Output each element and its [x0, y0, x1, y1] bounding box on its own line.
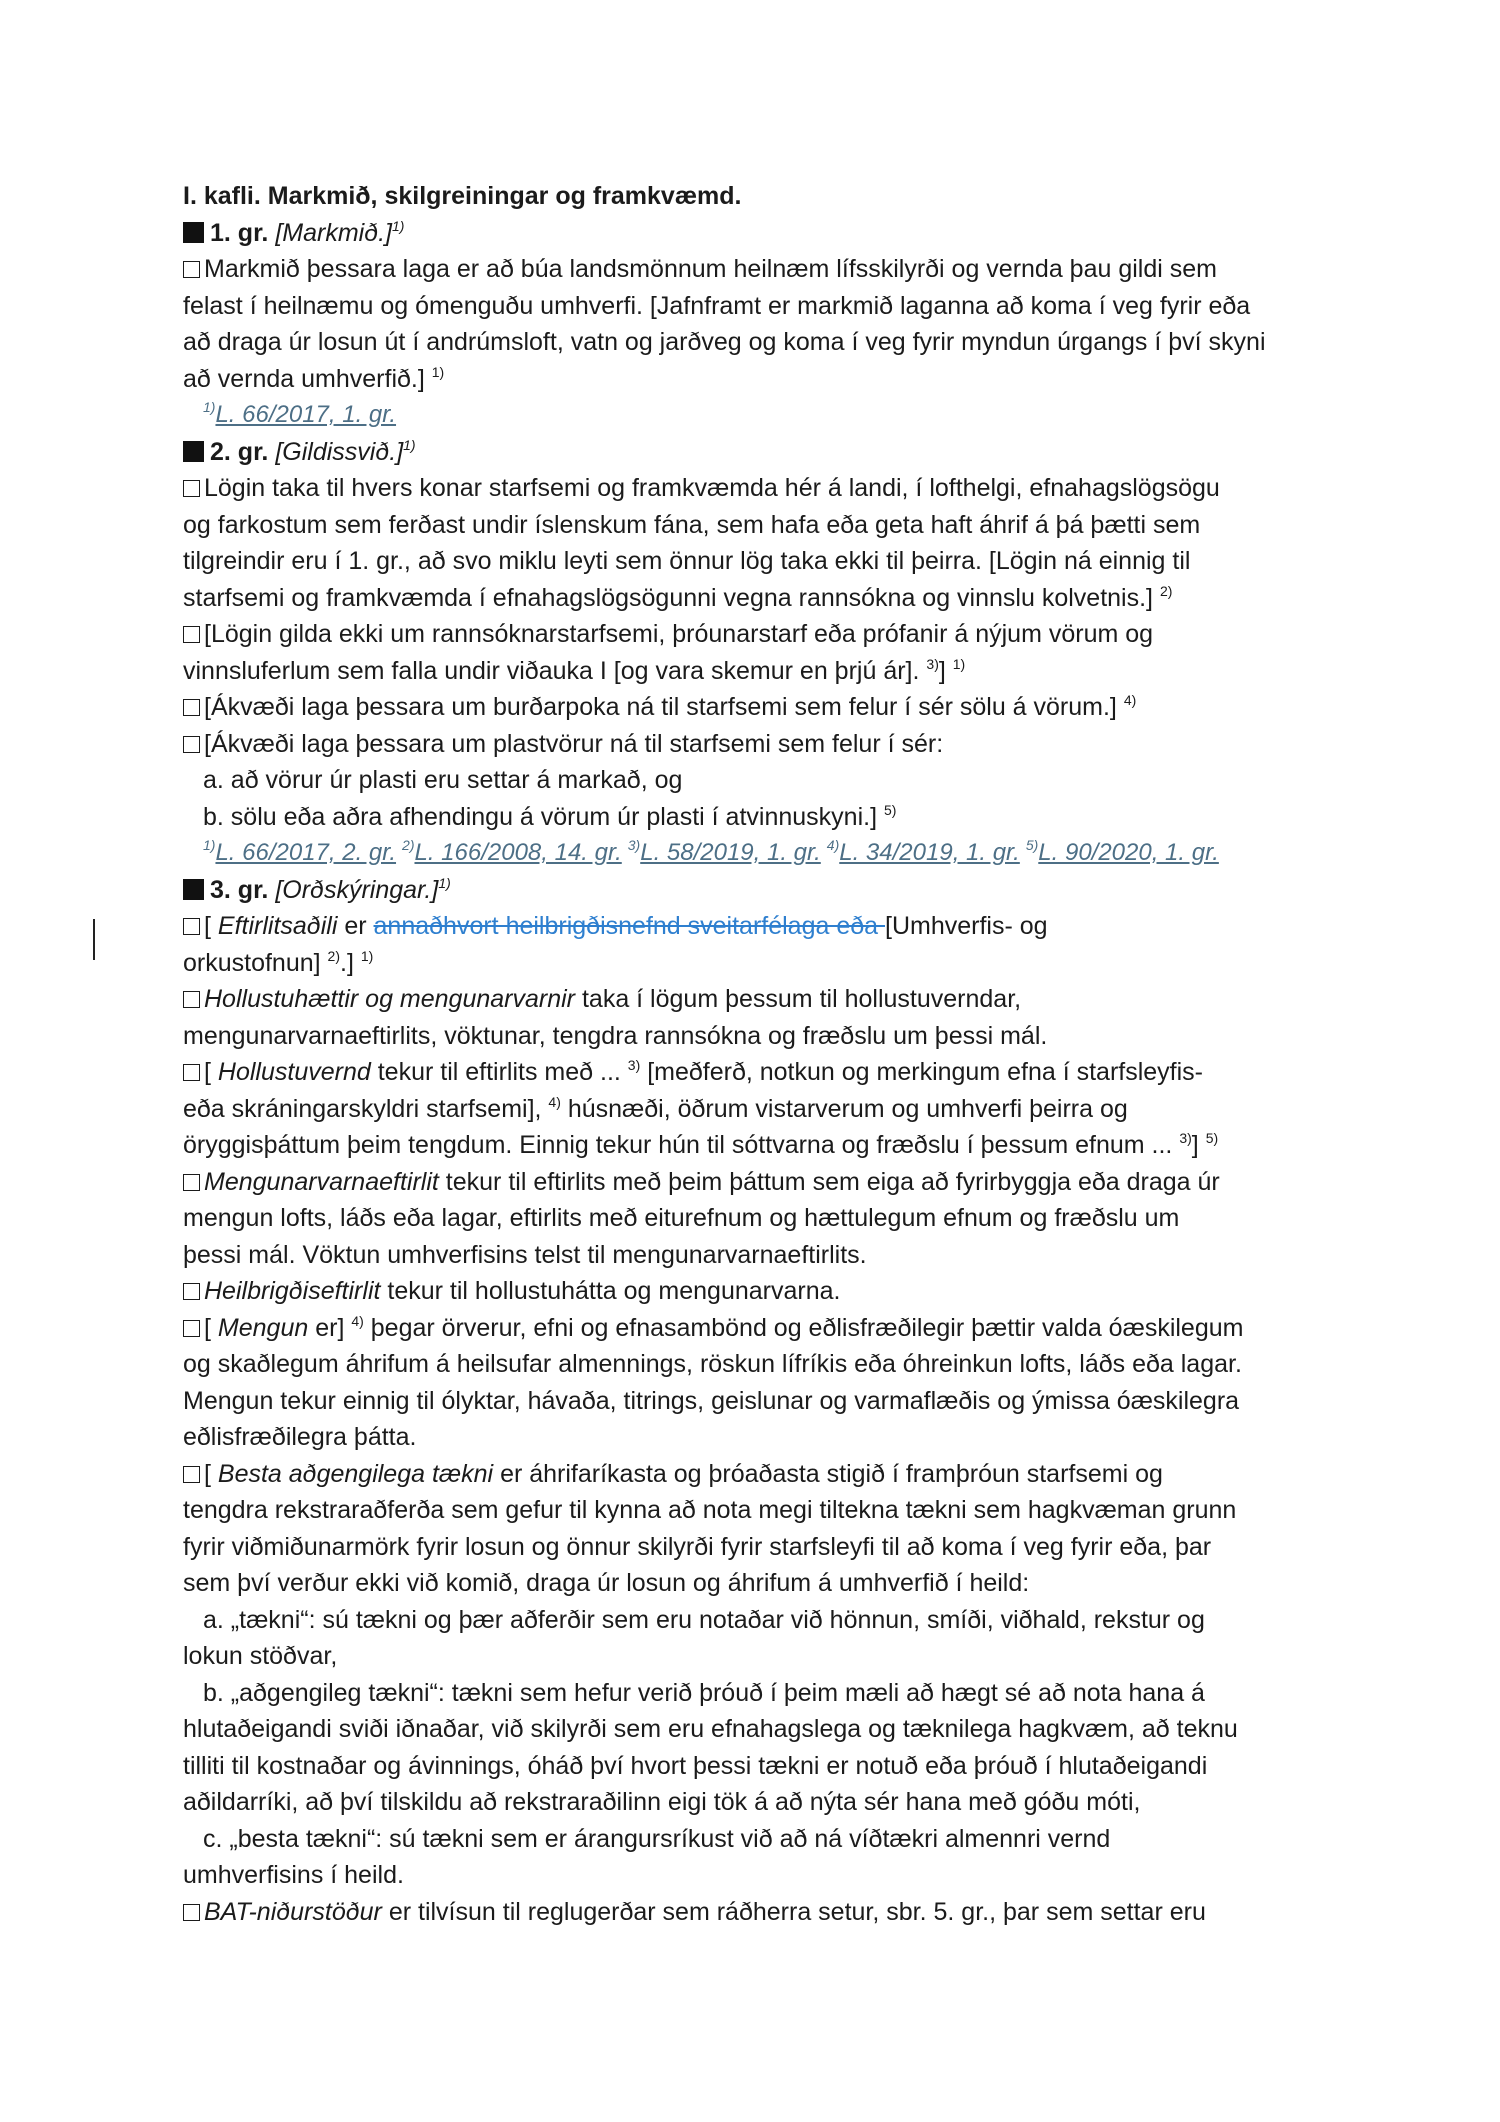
- defined-term: Mengunarvarnaeftirlit: [204, 1167, 439, 1196]
- line-text: Markmið þessara laga er að búa landsmönnum heilnæm lífsskilyrði og vernda þau gildi sem: [204, 255, 1217, 283]
- defined-term: Hollustuhættir og mengunarvarnir: [204, 985, 576, 1013]
- paragraph-line: og farkostum sem ferðast undir íslenskum fána, sem hafa eða geta haft áhrif á þá þætti sem: [183, 510, 1201, 539]
- paragraph-marker: [183, 1904, 200, 1921]
- definition-line: [183, 1894, 1333, 1931]
- paragraph-marker: [183, 736, 200, 753]
- article-3-heading: [183, 872, 1333, 909]
- line-text: þegar örverur, efni og efnasambönd og eðlisfræðilegir þættir valda óæskilegum: [370, 1313, 1244, 1342]
- paragraph-marker: [183, 991, 200, 1008]
- bracket: ]: [938, 656, 946, 685]
- paragraph-marker: [183, 1466, 200, 1483]
- article-title: [Markmið.]: [275, 218, 393, 247]
- footnote-marker: 1): [438, 874, 451, 891]
- list-item: a. „tækni“: sú tækni og þær aðferðir sem eru notaðar við hönnun, smíði, viðhald, rekstur og: [203, 1605, 1205, 1634]
- footnote-marker: 4): [548, 1093, 561, 1110]
- line-text: að vernda umhverfið.]: [183, 364, 425, 393]
- definition-line: tengdra rekstraraðferða sem gefur til kynna að nota megi tiltekna tækni sem hagkvæman grunn: [183, 1496, 1237, 1524]
- amendment-references: [183, 397, 1333, 434]
- footnote-marker: 1): [203, 837, 216, 853]
- paragraph-line: [183, 616, 1333, 653]
- line-text: húsnæði, öðrum vistarverum og umhverfi þeirra og: [567, 1094, 1128, 1123]
- definition-line: mengunarvarnaeftirlits, vöktunar, tengdra rannsókna og fræðslu um þessi mál.: [183, 1021, 1048, 1050]
- footnote-marker: 1): [392, 217, 405, 234]
- footnote-marker: 1): [952, 655, 966, 672]
- line-text: [Lögin gilda ekki um rannsóknarstarfsemi, þróunarstarf eða prófanir á nýjum vörum og: [204, 620, 1154, 648]
- line-text: vinnsluferlum sem falla undir viðauka I [og vara skemur en þrjú ár].: [183, 656, 920, 685]
- amendment-references: [183, 835, 1333, 872]
- footnote-marker: 1): [431, 363, 445, 380]
- line-text: [Ákvæði laga þessara um plastvörur ná til starfsemi sem felur í sér:: [204, 729, 944, 758]
- definition-line: [183, 945, 1333, 982]
- article-2-heading: [183, 434, 1333, 471]
- footnote-marker: 2): [1159, 582, 1173, 599]
- paragraph-line: [183, 580, 1333, 617]
- amendment-link[interactable]: L. 66/2017, 2. gr.: [215, 839, 397, 866]
- article-number: 3. gr.: [210, 875, 269, 904]
- list-item-continuation: hlutaðeigandi sviði iðnaðar, við skilyrði sem eru efnahagslega og tæknilega hagkvæm, að teknu: [183, 1715, 1238, 1743]
- line-text: er]: [315, 1313, 345, 1342]
- definition-line: Mengun tekur einnig til ólyktar, hávaða, titrings, geislunar og varmaflæðis og ýmissa óæskilegra: [183, 1386, 1240, 1415]
- bracket: .]: [340, 948, 354, 977]
- line-text: er áhrifaríkasta og þróaðasta stigið í framþróun starfsemi og: [500, 1459, 1163, 1488]
- line-text: [meðferð, notkun og merkingum efna í starfsleyfis-: [647, 1058, 1204, 1086]
- line-text: b. sölu eða aðra afhendingu á vörum úr plasti í atvinnuskyni.]: [203, 802, 878, 831]
- paragraph-marker: [183, 480, 200, 497]
- line-text: Lögin taka til hvers konar starfsemi og framkvæmda hér á landi, í lofthelgi, efnahagslögsögu: [204, 474, 1220, 502]
- definition-line: [183, 908, 1333, 945]
- paragraph-line: [183, 689, 1333, 726]
- tracked-deletion: annaðhvort heilbrigðisnefnd sveitarfélaga eða: [373, 912, 885, 940]
- document-page: [183, 178, 1333, 1930]
- paragraph-marker: [183, 1283, 200, 1300]
- definition-line: sem því verður ekki við komið, draga úr losun og áhrifum á umhverfið í heild:: [183, 1569, 1030, 1597]
- amendment-link[interactable]: L. 58/2019, 1. gr.: [640, 839, 821, 866]
- paragraph-line: [183, 361, 1333, 398]
- list-item: b. „aðgengileg tækni“: tækni sem hefur verið þróuð í þeim mæli að hægt sé að nota hana á: [203, 1678, 1205, 1707]
- amendment-link[interactable]: L. 34/2019, 1. gr.: [839, 839, 1020, 866]
- paragraph-marker: [183, 626, 200, 643]
- line-text: tekur til hollustuhátta og mengunarvarna.: [387, 1277, 841, 1305]
- bracket: [: [204, 1313, 211, 1342]
- line-text: er tilvísun til reglugerðar sem ráðherra setur, sbr. 5. gr., þar sem settar eru: [388, 1897, 1206, 1926]
- definition-line: [183, 1091, 1333, 1128]
- paragraph-marker: [183, 918, 200, 935]
- paragraph-line: [183, 470, 1333, 507]
- footnote-marker: 5): [883, 801, 897, 818]
- filled-square-marker: [183, 441, 204, 462]
- footnote-marker: 5): [1205, 1130, 1219, 1146]
- footnote-marker: 3): [627, 1057, 641, 1073]
- line-text: eða skráningarskyldri starfsemi],: [183, 1094, 542, 1123]
- list-item: [183, 799, 1333, 836]
- line-text: öryggisþáttum þeim tengdum. Einnig tekur hún til sóttvarna og fræðslu í þessum efnum ...: [183, 1131, 1173, 1159]
- definition-line: fyrir viðmiðunarmörk fyrir losun og önnur skilyrði fyrir starfsleyfi til að koma í veg fyrir eða, þar: [183, 1532, 1212, 1561]
- footnote-marker: 3): [926, 655, 939, 672]
- bracket: ]: [1191, 1131, 1199, 1159]
- defined-term: Eftirlitsaðili: [217, 912, 338, 940]
- paragraph-marker: [183, 1320, 200, 1337]
- paragraph-line: [183, 726, 1333, 763]
- definition-line: og skaðlegum áhrifum á heilsufar almennings, röskun lífríkis eða óhreinkun lofts, láðs eða lagar.: [183, 1350, 1242, 1378]
- definition-line: [183, 1054, 1333, 1091]
- paragraph-line: tilgreindir eru í 1. gr., að svo miklu leyti sem önnur lög taka ekki til þeirra. [Lögin ná einnig til: [183, 547, 1191, 575]
- paragraph-marker: [183, 1174, 200, 1191]
- defined-term: Mengun: [217, 1313, 309, 1342]
- footnote-marker: 1): [203, 399, 216, 415]
- article-1-heading: [183, 215, 1333, 252]
- article-title: [Orðskýringar.]: [275, 875, 439, 904]
- definition-line: [183, 1164, 1333, 1201]
- definition-line: [183, 1310, 1333, 1347]
- definition-line: [183, 1127, 1333, 1164]
- line-text: [Ákvæði laga þessara um burðarpoka ná til starfsemi sem felur í sér sölu á vörum.]: [204, 693, 1117, 721]
- paragraph-line: [183, 653, 1333, 690]
- bracket: [: [204, 1058, 211, 1086]
- amendment-link[interactable]: L. 90/2020, 1. gr.: [1038, 839, 1219, 866]
- line-text: tekur til eftirlits með þeim þáttum sem eiga að fyrirbyggja eða draga úr: [445, 1167, 1220, 1196]
- list-item-continuation: aðildarríki, að því tilskildu að rekstraraðilinn eigi tök á að nýta sér hana með góðu móti,: [183, 1788, 1141, 1816]
- filled-square-marker: [183, 222, 204, 243]
- amendment-link[interactable]: L. 66/2017, 1. gr.: [215, 401, 397, 428]
- list-item-continuation: tilliti til kostnaðar og ávinnings, óháð því hvort þessi tækni er notuð eða þróuð í hlutaðeigandi: [183, 1751, 1208, 1780]
- line-text: tekur til eftirlits með ...: [377, 1058, 621, 1086]
- line-text: orkustofnun]: [183, 948, 321, 977]
- article-title: [Gildissvið.]: [275, 437, 404, 466]
- amendment-link[interactable]: L. 166/2008, 14. gr.: [414, 839, 622, 866]
- footnote-marker: 3): [627, 837, 641, 853]
- list-item-continuation: umhverfisins í heild.: [183, 1861, 404, 1889]
- footnote-marker: 2): [402, 837, 415, 853]
- defined-term: Besta aðgengilega tækni: [217, 1459, 494, 1488]
- chapter-heading: I. kafli. Markmið, skilgreiningar og framkvæmd.: [183, 182, 742, 210]
- text-cursor: [93, 919, 95, 960]
- defined-term: Heilbrigðiseftirlit: [204, 1277, 381, 1305]
- paragraph-marker: [183, 261, 200, 278]
- footnote-marker: 4): [826, 837, 840, 853]
- definition-line: [183, 981, 1333, 1018]
- definition-line: mengun lofts, láðs eða lagar, eftirlits með eiturefnum og hættulegum efnum og fræðslu um: [183, 1204, 1180, 1232]
- definition-line: eðlisfræðilegra þátta.: [183, 1423, 417, 1451]
- bracket: [: [204, 1459, 211, 1488]
- paragraph-line: að draga úr losun út í andrúmsloft, vatn og jarðveg og koma í veg fyrir myndun úrgangs í því skyni: [183, 328, 1266, 356]
- definition-line: [183, 1456, 1333, 1493]
- footnote-marker: 1): [360, 947, 374, 964]
- line-text: starfsemi og framkvæmda í efnahagslögsögunni vegna rannsókna og vinnslu kolvetnis.]: [183, 583, 1153, 612]
- paragraph-line: felast í heilnæmu og ómenguðu umhverfi. [Jafnframt er markmið laganna að koma í veg fyrir eða: [183, 291, 1251, 320]
- footnote-marker: 2): [327, 947, 340, 964]
- line-text: taka í lögum þessum til hollustuverndar,: [581, 985, 1022, 1013]
- defined-term: Hollustuvernd: [217, 1058, 371, 1086]
- definition-line: þessi mál. Vöktun umhverfisins telst til mengunarvarnaeftirlits.: [183, 1240, 867, 1269]
- list-item: c. „besta tækni“: sú tækni sem er árangursríkust við að ná víðtækri almennri vernd: [203, 1824, 1111, 1853]
- definition-line: [183, 1273, 1333, 1310]
- footnote-marker: 4): [351, 1312, 364, 1329]
- paragraph-marker: [183, 1064, 200, 1081]
- footnote-marker: 3): [1179, 1130, 1192, 1146]
- bracket: [: [204, 912, 211, 940]
- footnote-marker: 5): [1025, 837, 1039, 853]
- footnote-marker: 4): [1123, 692, 1137, 708]
- defined-term: BAT-niðurstöður: [204, 1897, 382, 1926]
- line-text: [Umhverfis- og: [885, 912, 1048, 940]
- article-number: 2. gr.: [210, 437, 269, 466]
- filled-square-marker: [183, 879, 204, 900]
- footnote-marker: 1): [403, 436, 416, 453]
- list-item-continuation: lokun stöðvar,: [183, 1642, 338, 1670]
- list-item: a. að vörur úr plasti eru settar á markað, og: [203, 766, 683, 794]
- paragraph-line: [183, 251, 1333, 288]
- line-text: er: [344, 912, 367, 940]
- article-number: 1. gr.: [210, 218, 269, 247]
- paragraph-marker: [183, 699, 200, 716]
